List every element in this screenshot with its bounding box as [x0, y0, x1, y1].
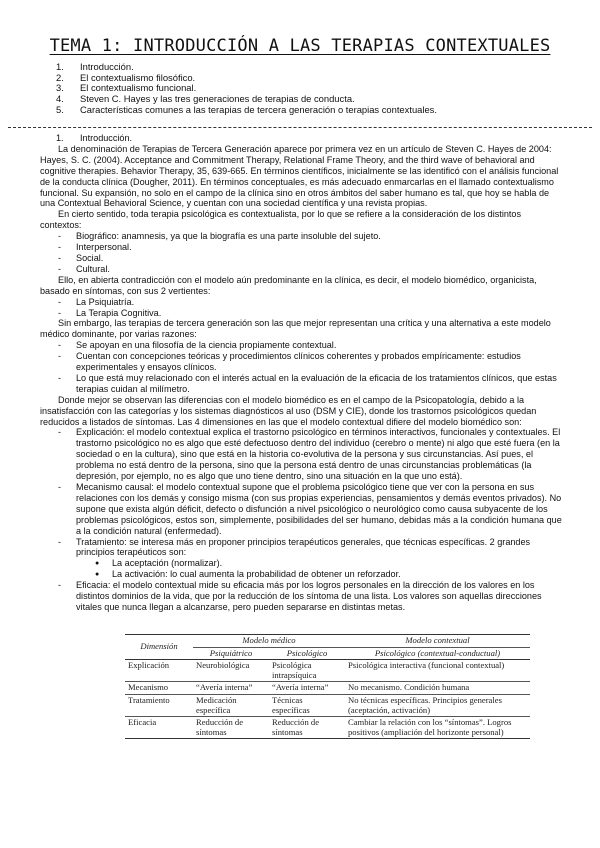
toc-number: 1. — [56, 61, 64, 72]
paragraph-origin: La denominación de Terapias de Tercera Generación aparece por primera vez en un artículo de Steven C. Hayes de 2004: Hayes, S. C. (2004). Acceptance and Commitment Therapy, Relational Frame Theory, and the third wave of behavioral and cognitive therapies. Behavior Therapy, 35, 639-665. En términos científicos, inicialmente se las identificó con el análisis funcional de la conducta clínica (Dougher, 2011). En términos conceptuales, es más adecuado enmarcarlas en el llamado contextualismo funcional. Su expansión, no solo en el campo de la clínica sino en otros ámbitos del saber humano es tal, que hoy se habla de una Contextual Behavioral Science, y cuentan con una sociedad científica y una revista propias. — [40, 143, 559, 209]
cell-contextual: No técnicas específicas. Principios generales (aceptación, activación) — [345, 694, 530, 716]
subheader-psiquiatrico: Psiquiátrico — [193, 647, 269, 660]
cell-dimension: Mecanismo — [125, 682, 193, 695]
cell-dimension: Explicación — [125, 660, 193, 682]
toc-number: 3. — [56, 82, 64, 94]
table-row — [125, 717, 530, 739]
list-item: - La Psiquiatría. — [40, 297, 563, 308]
document-body — [40, 133, 563, 613]
cell-psicologico: Reducción de síntomas — [269, 717, 345, 739]
page-title: TEMA 1: INTRODUCCIÓN A LAS TERAPIAS CONTEXTUALES — [49, 36, 551, 56]
table-row — [125, 682, 530, 695]
bullet-item: ● La activación: lo cual aumenta la probabilidad de obtener un reforzador. — [40, 569, 563, 580]
cell-psiquiatrico: Neurobiológica — [193, 660, 269, 682]
dimension-mecanismo: - Mecanismo causal: el modelo contextual supone que el problema psicológico tiene que ver con la persona en sus relaciones con los demás y consigo misma (con sus propias experiencias, pensamientos y demás eventos privados). No supone que exista algún déficit, defecto o disfunción a nivel psicológico o neurológico como causa subyacente de los problemas psicológicos, estos son, simplemente, posibilidades del ser humano, debidas más a la condición humana que a la condición natural (enfermedad). — [40, 482, 563, 537]
list-item: - Interpersonal. — [40, 242, 563, 253]
section-heading — [40, 133, 563, 144]
toc-number: 2. — [56, 71, 64, 83]
toc-text: Introducción. — [80, 61, 134, 72]
dimension-eficacia: - Eficacia: el modelo contextual mide su eficacia más por los logros personales en la dirección de los valores en los distintos dominios de la vida, que por la reducción de los síntoma de una lista. Los valores son aquellas direcciones vitales que nunca llegan a alcanzarse, pero pueden separarse en distintas metas. — [40, 580, 563, 613]
comparison-table — [125, 634, 530, 739]
dimension-explicacion: - Explicación: el modelo contextual explica el trastorno psicológico en términos interactivos, funcionales y contextuales. El trastorno psicológico no es algo que esté defectuoso dentro del individuo (cerebro o mente) ni algo que esté fuera (en la sociedad o en la cultura), sino que está en la historia co-evolutiva de la persona y sus circunstancias. Así pues, el problema no está dentro de la persona, sino que la persona está dentro de unas circunstancias problemáticas (la depresión, por ejemplo, no es algo que uno tiene dentro, sino una situación en la que uno está). — [40, 427, 563, 482]
paragraph-psychopathology: Donde mejor se observan las diferencias con el modelo biomédico es en el campo de la Psicopatología, debido a la insatisfacción con las categorías y los sistemas diagnósticos al uso (DSM y CIE), donde los trastornos psicológicos quedan reducidos a listados de síntomas. Las 4 dimensiones en las que el modelo contextual difiere del modelo biomédico son: — [40, 394, 537, 427]
toc-number: 4. — [56, 93, 64, 105]
toc-text: Características comunes a las terapias de tercera generación o terapias contextuales. — [80, 103, 437, 115]
header-modelo-contextual: Modelo contextual — [345, 635, 530, 648]
cell-psicologico: Psicológica intrapsíquica — [269, 660, 345, 682]
paragraph-critique: Sin embargo, las terapias de tercera generación son las que mejor representan una crítica y una alternativa a este modelo médico dominante, por varias razones: — [40, 318, 551, 340]
cell-psiquiatrico: Medicación específica — [193, 694, 269, 716]
toc-number: 5. — [56, 103, 64, 115]
subheader-psicologico: Psicológico — [269, 647, 345, 660]
list-item: - Cuentan con concepciones teóricas y procedimientos clínicos coherentes y probados empíricamente: estudios experimentales y ensayos clínicos. — [40, 351, 563, 373]
cell-psicologico: “Avería interna” — [269, 682, 345, 695]
cell-psiquiatrico: “Avería interna” — [193, 682, 269, 695]
list-item: - Biográfico: anamnesis, ya que la biografía es una parte insoluble del sujeto. — [40, 231, 563, 242]
table-header-row — [125, 635, 530, 648]
cell-contextual: Psicológica interactiva (funcional contextual) — [345, 660, 530, 682]
cell-contextual: Cambiar la relación con los “síntomas”. Logros positivos (ampliación del horizonte personal) — [345, 717, 530, 739]
bullet-item: ● La aceptación (normalizar). — [40, 558, 563, 569]
cell-contextual: No mecanismo. Condición humana — [345, 682, 530, 695]
cell-psiquiatrico: Reducción de síntomas — [193, 717, 269, 739]
list-item: - Cultural. — [40, 264, 563, 275]
table-row — [125, 694, 530, 716]
subheader-contextual: Psicológico (contextual-conductual) — [345, 647, 530, 660]
section-number: 1. — [56, 133, 64, 143]
cell-dimension: Eficacia — [125, 717, 193, 739]
toc-text: Steven C. Hayes y las tres generaciones de terapias de conducta. — [80, 93, 355, 105]
toc-text: El contextualismo filosófico. — [80, 71, 196, 83]
table-row — [125, 660, 530, 682]
paragraph-biomedical: Ello, en abierta contradicción con el modelo aún predominante en la clínica, es decir, el modelo biomédico, organicista, basado en síntomas, con sus 2 vertientes: — [40, 274, 537, 296]
header-modelo-medico: Modelo médico — [193, 635, 345, 648]
table-of-contents — [56, 62, 437, 116]
paragraph-contexts: En cierto sentido, toda terapia psicológica es contextualista, por lo que se refiere a la consideración de los distintos contextos: — [40, 209, 522, 231]
list-item: - Se apoyan en una filosofía de la ciencia propiamente contextual. — [40, 340, 563, 351]
list-item: - Social. — [40, 253, 563, 264]
cell-dimension: Tratamiento — [125, 694, 193, 716]
dashed-separator — [8, 127, 592, 128]
section-title: Introducción. — [80, 133, 133, 143]
toc-text: El contextualismo funcional. — [80, 82, 197, 94]
list-item: - Lo que está muy relacionado con el interés actual en la evaluación de la eficacia de los tratamientos clínicos, que estas terapias cuidan al milímetro. — [40, 373, 563, 395]
dimension-tratamiento: - Tratamiento: se interesa más en proponer principios terapéuticos generales, que técnicas específicas. 2 grandes principios terapéuticos son: — [40, 537, 563, 559]
list-item: - La Terapia Cognitiva. — [40, 308, 563, 319]
header-dimension: Dimensión — [125, 635, 193, 660]
cell-psicologico: Técnicas específicas — [269, 694, 345, 716]
toc-item — [56, 105, 437, 116]
